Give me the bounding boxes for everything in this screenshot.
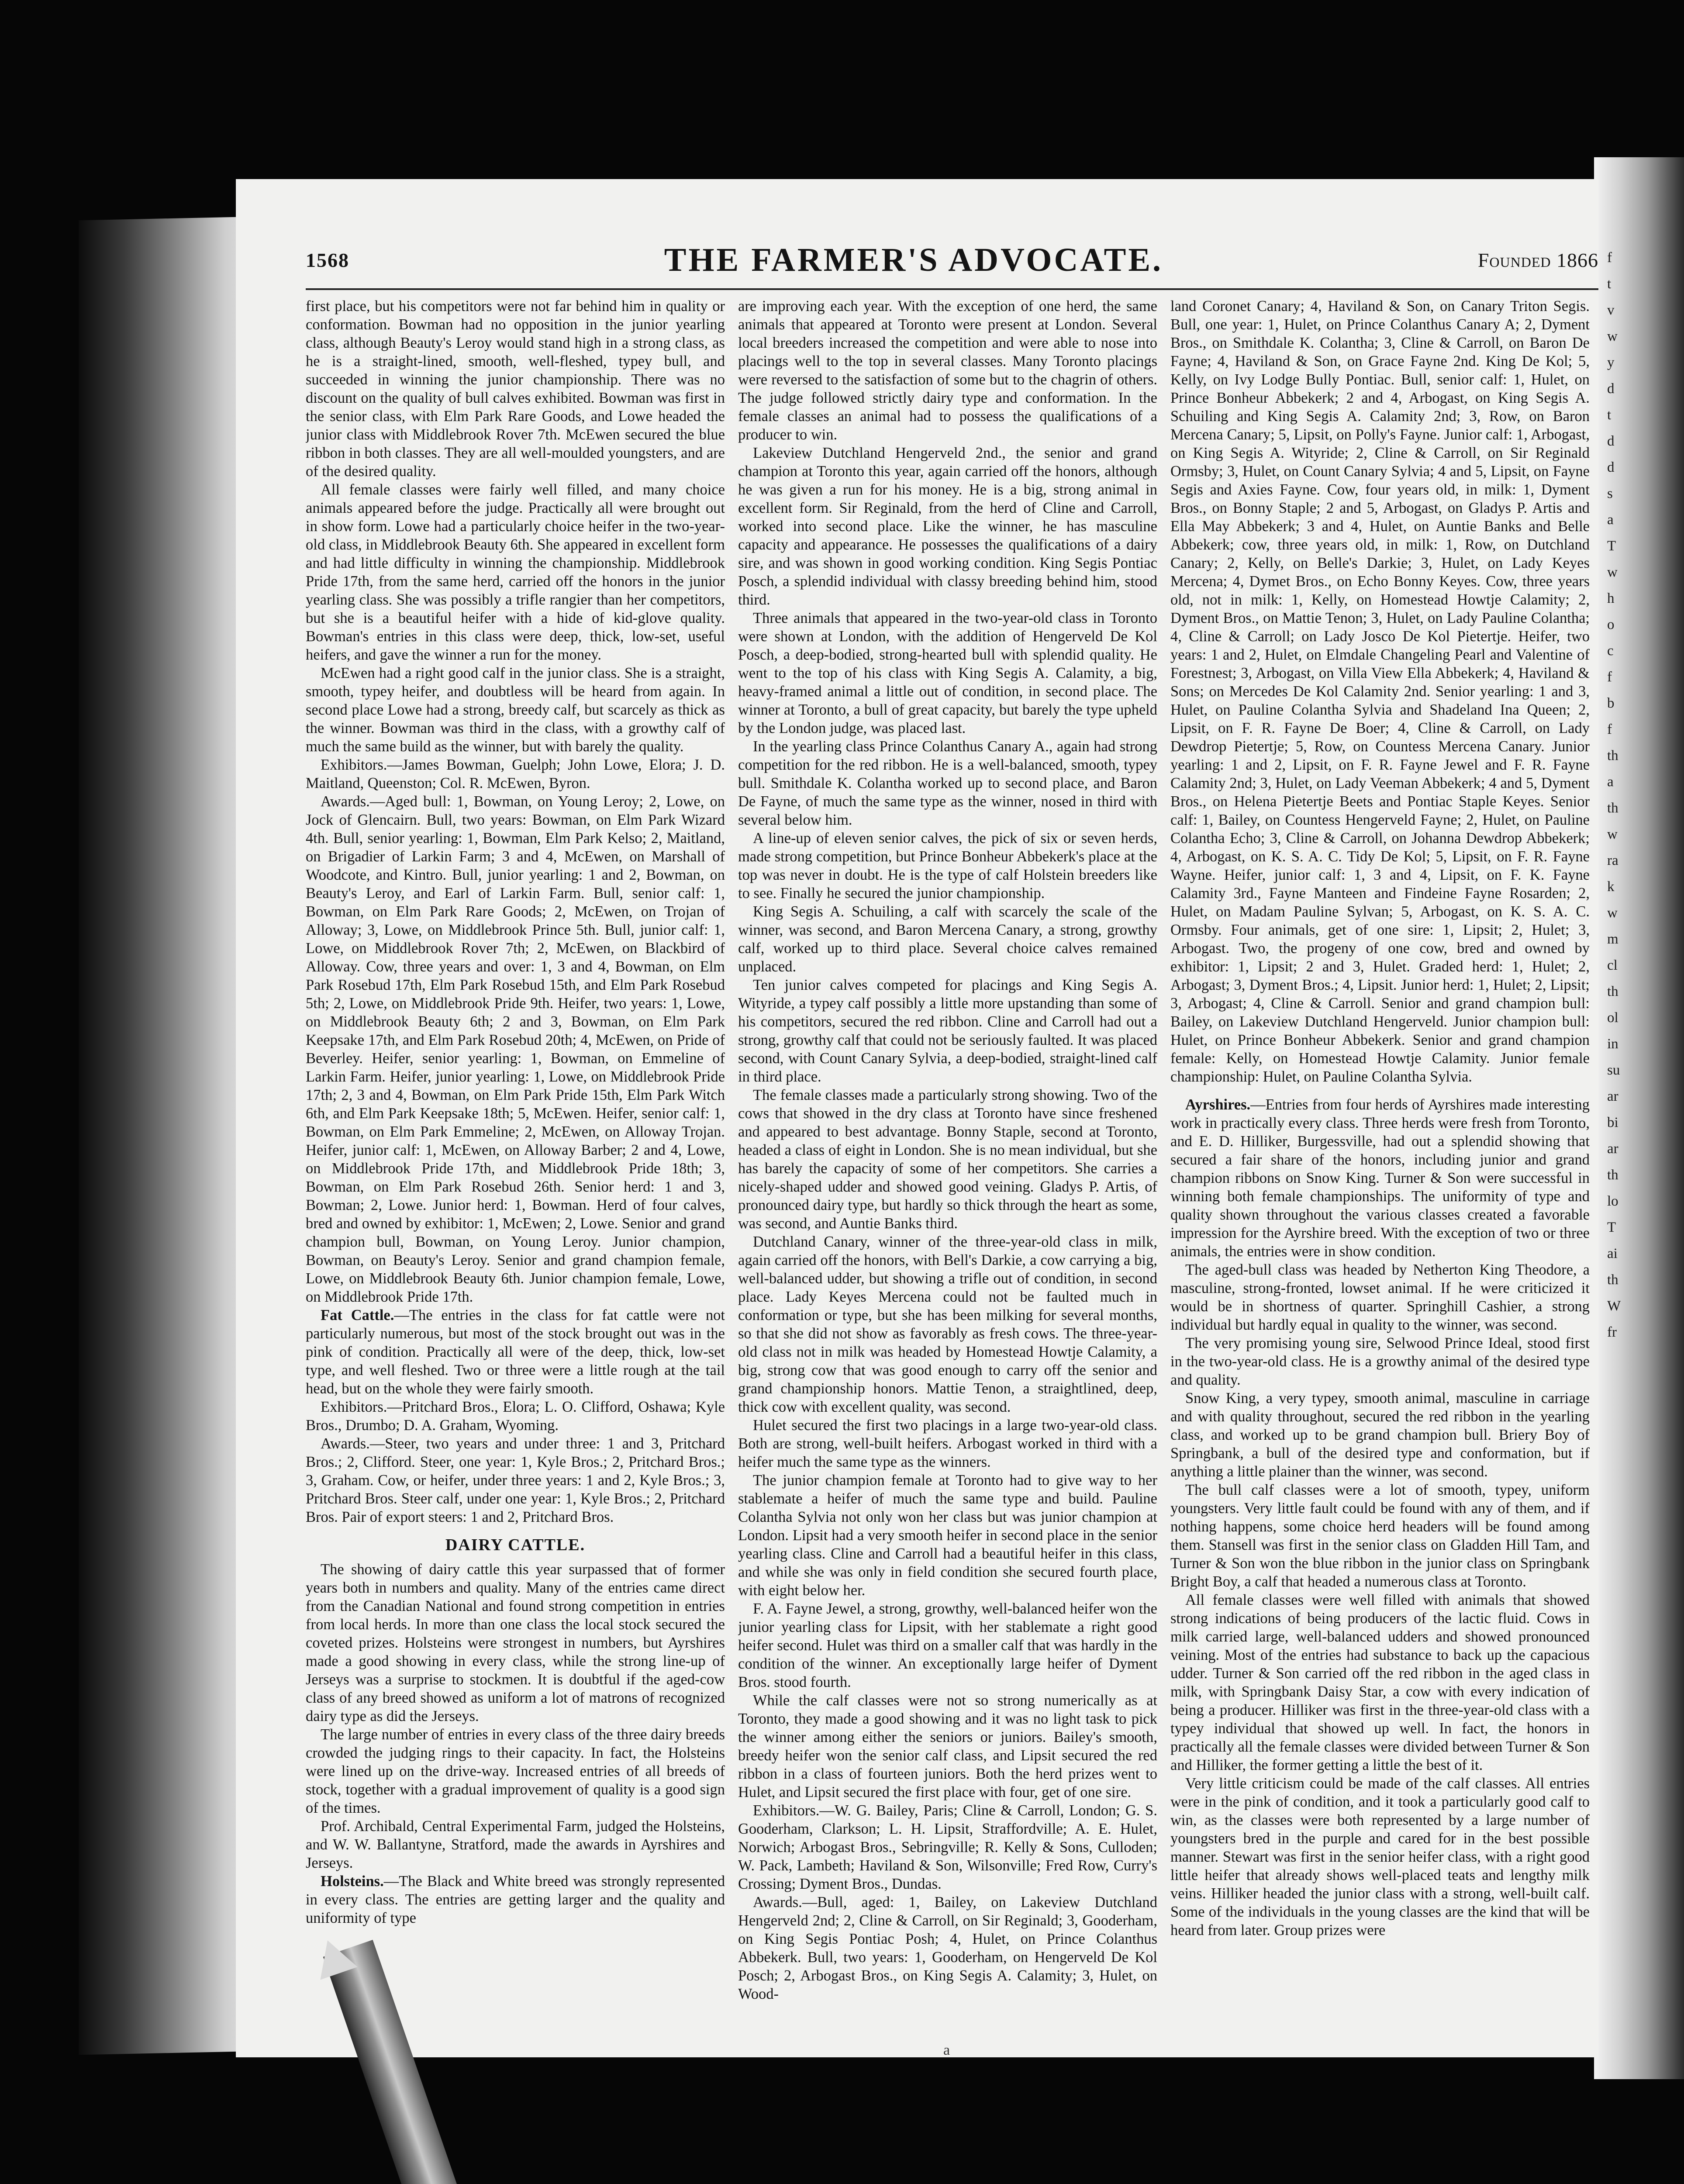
paragraph xyxy=(306,1306,725,1398)
fragment-line: T xyxy=(1607,1220,1616,1235)
fragment-line: ar xyxy=(1607,1089,1618,1104)
paragraph: Dutchland Canary, winner of the three-year-old class in milk, again carried off the honors, with Bell's Darkie, a cow carrying a big, well-balanced udder, but showing a trifle out of condition, in second place. Lady Keyes Mercena could not be faulted much in conformation or type, but she has been milking for several months, so that she did not show as favorably as fresh cows. The three-year-old class not in milk was headed by Homestead Howtje Calamity, a big, strong cow that was good enough to carry off the senior and grand championship honors. Mattie Tenon, a straightlined, deep, thick cow with excellent quality, was second. xyxy=(738,1234,1157,1415)
book-left-page-edges xyxy=(79,217,262,2055)
founded-label: Founded 1866 xyxy=(1477,249,1598,271)
fragment-line: in xyxy=(1607,1036,1618,1052)
fragment-line: ol xyxy=(1607,1010,1618,1026)
fragment-line: w xyxy=(1607,564,1618,580)
paragraph: Ten junior calves competed for placings and King Segis A. Wityride, a typey calf possibly a little more upstanding than some of his competitors, secured the red ribbon. Cline and Carroll had out a strong, growthy calf that could not be seriously faulted. It was placed second, with Count Canary Sylvia, a deep-bodied, straight-lined calf in third place. xyxy=(738,977,1157,1085)
paragraph: Exhibitors.—Pritchard Bros., Elora; L. O. Clifford, Oshawa; Kyle Bros., Drumbo; D. A. Graham, Wyoming. xyxy=(306,1399,725,1434)
section-lead: Fat Cattle. xyxy=(321,1307,394,1324)
fragment-line: t xyxy=(1607,276,1612,292)
fragment-line: th xyxy=(1607,800,1618,816)
fragment-line: o xyxy=(1607,617,1615,632)
fragment-line: c xyxy=(1607,643,1614,659)
page-header xyxy=(306,236,1598,284)
fragment-line: ar xyxy=(1607,1141,1618,1157)
fragment-line: th xyxy=(1607,748,1618,764)
paragraph: All female classes were fairly well filled, and many choice animals appeared before the judge. Practically all were brought out in show form. Lowe had a particularly choice heifer in the two-year-old class, in Middlebrook Beauty 6th. She appeared in excellent form and had little difficulty in winning the championship. Middlebrook Pride 17th, from the same herd, carried off the honors in the junior yearling class. She was possibly a trifle rangier than her competitors, but she is a beautiful heifer with a hide of kid-glove quality. Bowman's entries in this class were deep, thick, low-set, useful heifers, and gave the winner a run for the money. xyxy=(306,481,725,663)
paragraph: King Segis A. Schuiling, a calf with scarcely the scale of the winner, was second, and Baron Mercena Canary, a strong, growthy calf, worked up to third place. Several choice calves remained unplaced. xyxy=(738,903,1157,975)
fragment-line: th xyxy=(1607,984,1618,999)
fragment-line: b xyxy=(1607,695,1615,711)
section-heading: DAIRY CATTLE. xyxy=(445,1536,586,1554)
fragment-line: h xyxy=(1607,591,1615,606)
paragraph: The large number of entries in every class of the three dairy breeds crowded the judging rings to their capacity. In fact, the Holsteins were lined up on the drive-way. Increased entries of all breeds of stock, together with a gradual improvement of quality is a good sign of the times. xyxy=(306,1726,725,1816)
fragment-line: lo xyxy=(1607,1193,1618,1209)
fragment-line: ai xyxy=(1607,1246,1618,1261)
fragment-line: th xyxy=(1607,1167,1618,1183)
paragraph: The showing of dairy cattle this year surpassed that of former years both in numbers and quality. Many of the entries came direct from the Canadian National and found strong competition in entries from local herds. In more than one class the local stock secured the coveted prizes. Holsteins were strongest in numbers, but Ayrshires made a good showing in every class, while the strong line-up of Jerseys was a surprise to stockmen. It is doubtful if the aged-cow class of any breed showed as uniform a lot of matrons of recognized dairy type as did the Jerseys. xyxy=(306,1561,725,1724)
paragraph: McEwen had a right good calf in the junior class. She is a straight, smooth, typey heifer, and doubtless will be heard from again. In second place Lowe had a strong, breedy calf, but scarcely as thick as the winner. Bowman was third in the class, with a growthy calf of much the same build as the winner, but with barely the quality. xyxy=(306,665,725,755)
page-number: 1568 xyxy=(306,249,349,271)
paragraph-text: —Entries from four herds of Ayrshires made interesting work in practically every class. Three herds were fresh from Toronto, and E. D. Hilliker, Burgessville, had out a splendid showing that secured a fair share of the honors, including junior and grand champion ribbons on Snow King. Turner & Son were successful in winning both female championships. The uniformity of type and quality shown throughout the various classes created a favorable impression for the Ayrshire breed. With the exception of two or three animals, the entries were in show condition. xyxy=(1170,1096,1590,1260)
fragment-line: th xyxy=(1607,1272,1618,1288)
column-2 xyxy=(738,297,1157,2018)
newspaper-page xyxy=(236,179,1598,2057)
paragraph: F. A. Fayne Jewel, a strong, growthy, well-balanced heifer won the junior yearling class for Lipsit, with her stablemate a right good heifer second. Hulet was third on a smaller calf that was hardly in the condition of the winner. An exceptionally large heifer of Dyment Bros. stood fourth. xyxy=(738,1600,1157,1690)
paragraph: All female classes were well filled with animals that showed strong indications of being producers of the lactic fluid. Cows in milk carried large, well-balanced udders and showed pronounced veining. Most of the entries had substance to back up the capacious udder. Turner & Son carried off the red ribbon in the aged class in milk, with Springbank Daisy Star, a cow with every indication of being a producer. Hilliker was first in the three-year-old class with a typey individual that showed up well. In fact, the honors in practically all the female classes were divided between Turner & Son and Hilliker, the former getting a little the best of it. xyxy=(1170,1592,1590,1773)
fragment-line: w xyxy=(1607,826,1618,842)
paragraph: The junior champion female at Toronto had to give way to her stablemate a heifer of much the same type and build. Pauline Colantha Sylvia not only won her class but was junior champion at London. Lipsit had a very smooth heifer in second place in the senior yearling class. Cline and Carroll had a beautiful heifer in this class, and while she was only in field condition she secured fourth place, with eight below her. xyxy=(738,1472,1157,1599)
fragment-line: W xyxy=(1607,1298,1621,1314)
header-rule xyxy=(306,288,1598,290)
fragment-line: ra xyxy=(1607,853,1618,868)
paragraph: The aged-bull class was headed by Netherton King Theodore, a masculine, strong-fronted, lowset animal. If he were criticized it would be in shortness of quarter. Springhill Cashier, a strong individual but hardly equal in quality to the winner, was second. xyxy=(1170,1261,1590,1333)
paragraph: Awards.—Aged bull: 1, Bowman, on Young Leroy; 2, Lowe, on Jock of Glencairn. Bull, two years: Bowman, on Elm Park Wizard 4th. Bull, senior yearling: 1, Bowman, Elm Park Kelso; 2, Maitland, on Brigadier of Larkin Farm; 3 and 4, McEwen, on Marshall of Woodcote, and Kintro. Bull, junior yearling: 1 and 2, Bowman, on Beauty's Leroy, and Earl of Larkin Farm. Bull, senior calf: 1, Bowman, on Elm Park Rare Goods; 2, McEwen, on Trojan of Alloway; 3, Lowe, on Middlebrook Prince 5th. Bull, junior calf: 1, Lowe, on Middlebrook Rover 7th; 2, McEwen, on Blackbird of Alloway. Cow, three years and over: 1, 3 and 4, Bowman, on Elm Park Rosebud 17th, Elm Park Rosebud 15th, and Elm Park Rosebud 5th; 2, Lowe, on Middlebrook Pride 9th. Heifer, two years: 1, Lowe, on Middlebrook Beauty 6th; 2 and 3, Bowman, on Elm Park Keepsake 17th, and Elm Park Rosebud 20th; 4, McEwen, on Pride of Beverley. Heifer, senior yearling: 1, Bowman, on Emmeline of Larkin Farm. Heifer, junior yearling: 1, Lowe, on Middlebrook Pride 17th; 2, 3 and 4, Bowman, on Elm Park Pride 15th, Elm Park Witch 6th, and Elm Park Keepsake 18th; 5, McEwen. Heifer, senior calf: 1, Bowman, on Elm Park Emmeline; 2, McEwen, on Alloway Trojan. Heifer, junior calf: 1, McEwen, on Alloway Barber; 2 and 4, Lowe, on Middlebrook Pride 17th, and Middlebrook Pride 18th; 3, Bowman, on Elm Park Rosebud 26th. Senior herd: 1 and 3, Bowman; 2, Lowe. Junior herd: 1, Bowman. Herd of four calves, bred and owned by exhibitor: 1, McEwen; 2, Lowe. Senior and grand champion bull, Bowman, on Young Leroy. Junior champion, Bowman, on Beauty's Leroy. Senior and grand champion female, Lowe, on Middlebrook Beauty 6th. Junior champion female, Lowe, on Middlebrook Pride 17th. xyxy=(306,793,725,1305)
paragraph: The bull calf classes were a lot of smooth, typey, uniform youngsters. Very little fault could be found with any of them, and if nothing happens, some choice herd headers will be found among them. Stansell was first in the senior class on Gladden Hill Tam, and Turner & Son won the blue ribbon in the junior class on Springbank Bright Boy, a calf that headed a numerous class at Toronto. xyxy=(1170,1482,1590,1590)
paragraph: Prof. Archibald, Central Experimental Farm, judged the Holsteins, and W. W. Ballantyne, Stratford, made the awards in Ayrshires and Jerseys. xyxy=(306,1818,725,1871)
fragment-line: v xyxy=(1607,302,1615,318)
fragment-line: d xyxy=(1607,381,1615,397)
fragment-line: cl xyxy=(1607,957,1618,973)
paragraph: A line-up of eleven senior calves, the pick of six or seven herds, made strong competition, but Prince Bonheur Abbekerk's place at the top was never in doubt. He is the type of calf Holstein breeders like to see. Finally he secured the junior championship. xyxy=(738,830,1157,902)
fragment-line: y xyxy=(1607,355,1615,370)
paragraph: Snow King, a very typey, smooth animal, masculine in carriage and with quality throughout, secured the red ribbon in the yearling class, and worked up to be grand champion bull. Briery Boy of Springbank, a bull of the desired type and conformation, but if anything a little plainer than the winner, was second. xyxy=(1170,1390,1590,1480)
fragment-line: d xyxy=(1607,433,1615,449)
paragraph: Very little criticism could be made of the calf classes. All entries were in the pink of condition, and it took a particularly good calf to win, as the classes were both represented by a large number of youngsters bred in the purple and cared for in the best possible manner. Stewart was first in the senior heifer class, with a right good little heifer that already shows well-placed teats and lengthy milk veins. Hilliker headed the junior class with a strong, well-built calf. Some of the individuals in the young classes are the kind that will be heard from later. Group prizes were xyxy=(1170,1775,1590,1939)
paragraph: The very promising young sire, Selwood Prince Ideal, stood first in the two-year-old class. He is a growthy animal of the desired type and quality. xyxy=(1170,1335,1590,1388)
fragment-line: a xyxy=(1607,512,1614,528)
column-1 xyxy=(306,297,725,2018)
fragment-line: T xyxy=(1607,538,1616,554)
fragment-line: bi xyxy=(1607,1115,1618,1130)
fragment-line: a xyxy=(1607,774,1614,790)
paragraph: Hulet secured the first two placings in a large two-year-old class. Both are strong, well-built heifers. Arbogast worked in third with a heifer much the same type as the winners. xyxy=(738,1417,1157,1470)
paragraph xyxy=(306,1872,725,1927)
fragment-line: s xyxy=(1607,486,1613,501)
paragraph: While the calf classes were not so strong numerically as at Toronto, they made a good showing and it was no light task to pick the winner among either the seniors or juniors. Bailey's smooth, breedy heifer won the senior calf class, and Lipsit secured the red ribbon in a class of fourteen juniors. Both the herd prizes went to Hulet, and Lipsit secured the first place with four, get of one sire. xyxy=(738,1692,1157,1800)
fragment-line: w xyxy=(1607,328,1618,344)
adjacent-page-text-fragment xyxy=(1607,245,1673,1817)
column-3 xyxy=(1170,297,1590,2018)
paragraph: first place, but his competitors were not far behind him in quality or conformation. Bowman had no opposition in the junior yearling class, although Beauty's Leroy would stand high in a strong class, as he is a straight-lined, smooth, well-fleshed, typey bull, and succeeded in winning the junior championship. There was no discount on the quality of bull calves exhibited. Bowman was first in the senior class, with Elm Park Rare Goods, and Lowe headed the junior class with Middlebrook Rover 7th. McEwen secured the blue ribbon in both classes. They are all well-moulded youngsters, and are of the desired quality. xyxy=(306,298,725,480)
fragment-line: su xyxy=(1607,1062,1620,1078)
fragment-line: f xyxy=(1607,669,1612,685)
paragraph: Lakeview Dutchland Hengerveld 2nd., the senior and grand champion at Toronto this year, again carried off the honors, although he was given a run for his money. He is a big, strong animal in excellent form. Sir Reginald, from the herd of Cline and Carroll, worked into second place. Like the winner, he has masculine capacity and appearance. He possesses the qualifications of a dairy sire, and was shown in good working condition. King Segis Pontiac Posch, a splendid individual with classy breeding behind him, stood third. xyxy=(738,445,1157,608)
paragraph xyxy=(1170,1095,1590,1261)
signature-mark: a xyxy=(943,2042,950,2058)
paragraph: Awards.—Steer, two years and under three: 1 and 3, Pritchard Bros.; 2, Clifford. Steer, one year: 1, Kyle Bros.; 2, Pritchard Bros.; 3, Graham. Cow, or heifer, under three years: 1 and 2, Kyle Bros.; 3, Pritchard Bros. Steer calf, under one year: 1, Kyle Bros.; 2, Pritchard Bros. Pair of export steers: 1 and 2, Pritchard Bros. xyxy=(306,1435,725,1525)
section-lead: Ayrshires. xyxy=(1185,1096,1251,1113)
fragment-line: f xyxy=(1607,722,1612,737)
fragment-line: k xyxy=(1607,879,1615,895)
fragment-line: m xyxy=(1607,931,1618,947)
masthead-title: THE FARMER'S ADVOCATE. xyxy=(664,241,1163,278)
paragraph: Exhibitors.—James Bowman, Guelph; John Lowe, Elora; J. D. Maitland, Queenston; Col. R. McEwen, Byron. xyxy=(306,757,725,791)
paragraph: The female classes made a particularly strong showing. Two of the cows that showed in the dry class at Toronto have since freshened and appeared to best advantage. Bonny Staple, second at Toronto, headed a class of eight in London. She is no mean individual, but she has barely the capacity of some of her competitors. She carries a nicely-shaped udder and showed good veining. Gladys P. Artis, of pronounced dairy type, but hardly so thick through the heart as some, was second, and Auntie Banks third. xyxy=(738,1087,1157,1232)
paragraph-text: —The entries in the class for fat cattle were not particularly numerous, but most of the stock brought out was in the pink of condition. Practically all were of the deep, thick, low-set type, and well fleshed. Two or three were a little rough at the tail head, but on the whole they were fairly smooth. xyxy=(306,1307,725,1397)
fragment-line: fr xyxy=(1607,1324,1617,1340)
paragraph: Three animals that appeared in the two-year-old class in Toronto were shown at London, with the addition of Hengerveld De Kol Posch, a deep-bodied, strong-hearted bull with splendid quality. He went to the top of his class with King Segis A. Calamity, a big, heavy-framed animal a little out of condition, in second place. The winner at Toronto, a bull of great capacity, but barely the type upheld by the London judge, was placed last. xyxy=(738,610,1157,736)
section-lead: Holsteins. xyxy=(321,1873,384,1890)
paragraph-text: —The Black and White breed was strongly represented in every class. The entries are getting larger and the quality and uniformity of type xyxy=(306,1873,725,1926)
paragraph: are improving each year. With the exception of one herd, the same animals that appeared at Toronto were present at London. Several local breeders increased the competition and were able to nose into placings well to the top in several classes. Many Toronto placings were reversed to the satisfaction of some but to the chagrin of others. The judge followed strictly dairy type and conformation. In the female classes an animal had to possess the qualifications of a producer to win. xyxy=(738,298,1157,443)
paragraph: In the yearling class Prince Colanthus Canary A., again had strong competition for the red ribbon. He is a well-balanced, smooth, typey bull. Smithdale K. Colantha worked up to second place, and Baron De Fayne, of much the same type as the winner, nosed in third with several below him. xyxy=(738,738,1157,828)
paragraph: Awards.—Bull, aged: 1, Bailey, on Lakeview Dutchland Hengerveld 2nd; 2, Cline & Carroll, on Sir Reginald; 3, Gooderham, on King Segis Pontiac Posh; 4, Hulet, on Prince Colanthus Abbekerk. Bull, two years: 1, Gooderham, on Hengerveld De Kol Posch; 2, Arbogast Bros., on King Segis A. Calamity; 3, Hulet, on Wood- xyxy=(738,1894,1157,2002)
fragment-line: f xyxy=(1607,250,1612,266)
fragment-line: t xyxy=(1607,407,1612,423)
paragraph: land Coronet Canary; 4, Haviland & Son, on Canary Triton Segis. Bull, one year: 1, Hulet, on Prince Colanthus Canary A; 2, Dyment Bros., on Smithdale K. Colantha; 3, Cline & Carroll, on Baron De Fayne; 4, Haviland & Son, on Grace Fayne 2nd. King De Kol; 5, Kelly, on Ivy Lodge Bully Pontiac. Bull, senior calf: 1, Hulet, on Prince Bonheur Abbekerk; 2 and 4, Arbogast, on King Segis A. Schuiling and King Segis A. Calamity 2nd; 3, Row, on Baron Mercena Canary; 5, Lipsit, on Polly's Fayne. Junior calf: 1, Arbogast, on King Segis A. Wityride; 2, Cline & Carroll, on Sir Reginald Ormsby; 3, Hulet, on Count Canary Sylvia; 4 and 5, Lipsit, on Fayne Segis and Axies Fayne. Cow, four years old, in milk: 1, Dyment Bros., on Bonny Staple; 2 and 5, Arbogast, on Gladys P. Artis and Ella May Abbekerk; 3 and 4, Hulet, on Auntie Banks and Belle Abbekerk; cow, three years old, in milk: 1, Row, on Dutchland Canary; 2, Kelly, on Belle's Darkie; 3, Hulet, on Lady Keyes Mercena; 4, Dymet Bros., on Echo Bonny Keyes. Cow, three years old, not in milk: 1, Kelly, on Homestead Howtje Calamity; 2, Dyment Bros., on Mattie Tenon; 3, Hulet, on Lady Pauline Colantha; 4, Cline & Carroll; on Lady Josco De Kol Pietertje. Heifer, two years: 1 and 2, Hulet, on Elmdale Changeling Pearl and Valentine of Forestnest; 3, Arbogast, on Villa View Ella Abbekerk; 4, Haviland & Sons; on Mercedes De Kol Calamity 2nd. Senior yearling: 1 and 3, Hulet, on Pauline Colantha Sylvia and Shadeland Ina Queen; 2, Lipsit, on F. R. Fayne De Boer; 4, Cline & Carroll, on Lady Dewdrop Pietertje; 5, Row, on Countess Mercena Canary. Junior yearling: 1 and 2, Lipsit, on F. R. Fayne Jewel and F. R. Fayne Calamity 2nd; 3, Hulet, on Lady Veeman Abbekerk; 4 and 5, Dyment Bros., on Helena Pietertje Beets and Pontiac Staple Keyes. Senior calf: 1, Bailey, on Countess Hengerveld Fayne; 2, Hulet, on Pauline Colantha Echo; 3, Cline & Carroll, on Johanna Dewdrop Abbekerk; 4, Arbogast, on K. S. A. C. Tidy De Kol; 5, Lipsit, on F. R. Fayne Wayne. Heifer, junior calf: 1, 3 and 4, Lipsit, on F. K. Fayne Calamity 3rd., Fayne Manteen and Findeine Fayne Rosarden; 2, Hulet, on Madam Pauline Sylvan; 5, Arbogast, on K. S. A. C. Ormsby. Four animals, get of one sire: 1, Lipsit; 2, Hulet; 3, Arbogast. Two, the progeny of one cow, bred and owned by exhibitor: 1, Lipsit; 2 and 3, Hulet. Graded herd: 1, Hulet; 2, Arbogast; 3, Dyment Bros.; 4, Lipsit. Junior herd: 1, Hulet; 2, Lipsit; 3, Arbogast; 4, Cline & Carroll. Senior and grand champion bull: Bailey, on Lakeview Dutchland Hengerveld. Junior champion bull: Hulet, on Prince Bonheur Abbekerk. Senior and grand champion female: Kelly, on Homestead Howtje Calamity. Junior female championship: Hulet, on Pauline Colantha Sylvia. xyxy=(1170,298,1590,1085)
fragment-line: w xyxy=(1607,905,1618,921)
paragraph: Exhibitors.—W. G. Bailey, Paris; Cline & Carroll, London; G. S. Gooderham, Clarkson; L. H. Lipsit, Straffordville; A. E. Hulet, Norwich; Arbogast Bros., Sebringville; R. Kelly & Sons, Culloden; W. Pack, Lambeth; Haviland & Son, Wilsonville; Fred Row, Curry's Crossing; Dyment Bros., Dundas. xyxy=(738,1802,1157,1892)
fragment-line: d xyxy=(1607,460,1615,475)
